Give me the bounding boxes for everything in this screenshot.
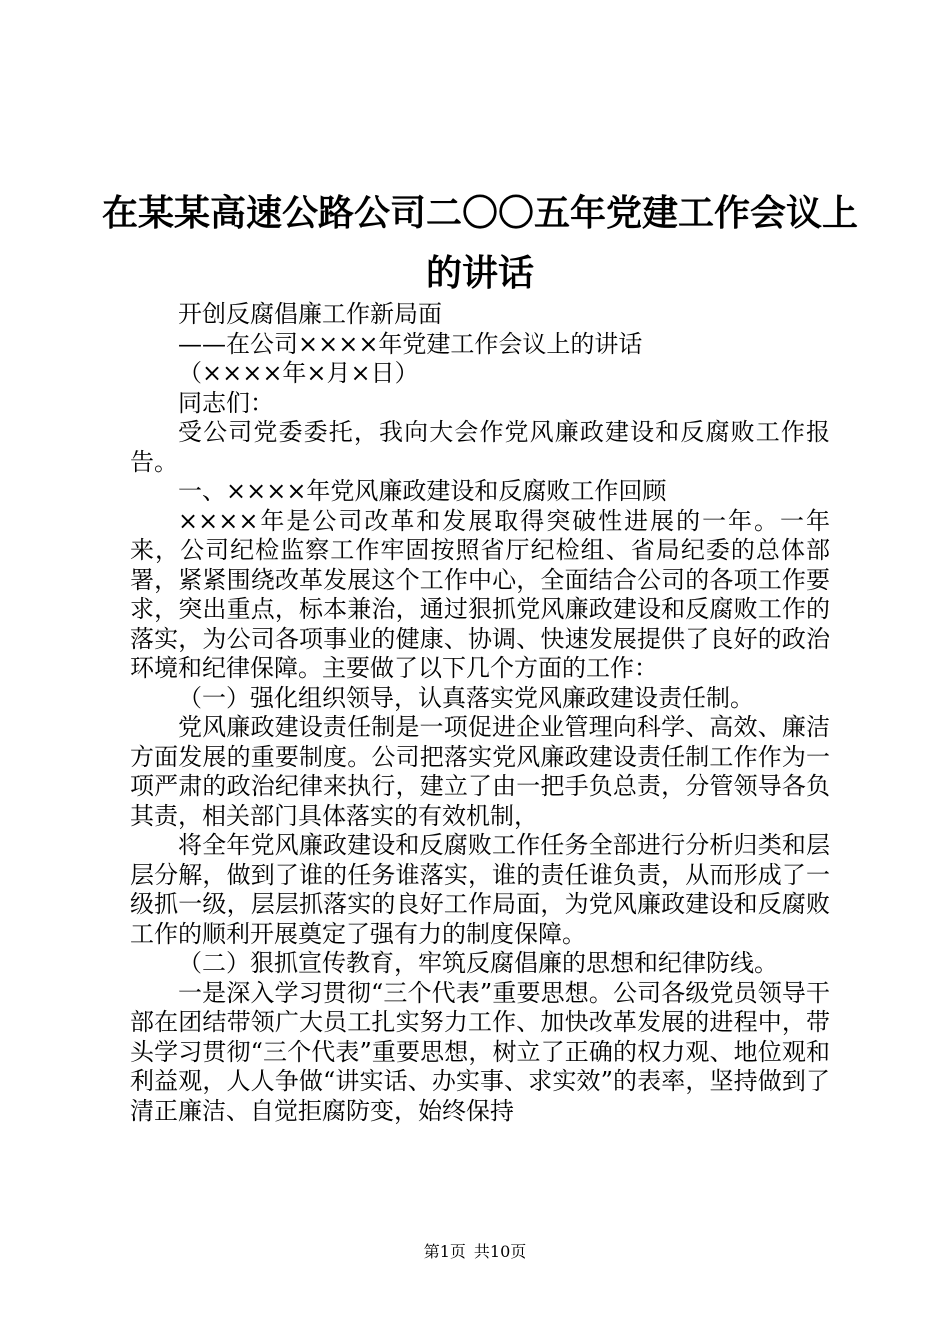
document-body — [130, 300, 830, 1126]
date-line: （××××年×月×日） — [178, 359, 419, 387]
body-paragraph: 将全年党风廉政建设和反腐败工作任务全部进行分析归类和层层分解，做到了谁的任务谁落实，谁的责任谁负责，从而形成了一级抓一级，层层抓落实的良好工作局面，为党风廉政建设和反腐败工作的顺利开展奠定了强有力的制度保障。 — [130, 831, 830, 948]
body-paragraph: ××××年是公司改革和发展取得突破性进展的一年。一年来，公司纪检监察工作牢固按照省厅纪检组、省局纪委的总体部署，紧紧围绕改革发展这个工作中心，全面结合公司的各项工作要求，突出重点，标本兼治，通过狠抓党风廉政建设和反腐败工作的落实，为公司各项事业的健康、协调、快速发展提供了良好的政治环境和纪律保障。主要做了以下几个方面的工作： — [130, 506, 830, 682]
page-total: 共10页 — [473, 1242, 527, 1261]
page-footer — [0, 1242, 950, 1262]
page-number: 第1页 — [423, 1242, 466, 1261]
subsection-heading: （二）狠抓宣传教育，牢筑反腐倡廉的思想和纪律防线。 — [178, 949, 778, 977]
document-title: 在某某高速公路公司二〇〇五年党建工作会议上的讲话 — [101, 192, 858, 294]
subsection-heading: （一）强化组织领导，认真落实党风廉政建设责任制。 — [178, 683, 754, 712]
subtitle-heading: 开创反腐倡廉工作新局面 — [178, 300, 442, 328]
salutation: 同志们： — [178, 388, 274, 417]
section-heading: 一、××××年党风廉政建设和反腐败工作回顾 — [178, 477, 667, 505]
subtitle-line: ——在公司××××年党建工作会议上的讲话 — [178, 329, 643, 358]
body-paragraph: 党风廉政建设责任制是一项促进企业管理向科学、高效、廉洁方面发展的重要制度。公司把落实党风廉政建设责任制工作作为一项严肃的政治纪律来执行，建立了由一把手负总责，分管领导各负其责，相关部门具体落实的有效机制， — [130, 713, 830, 830]
body-paragraph: 一是深入学习贯彻“三个代表”重要思想。公司各级党员领导干部在团结带领广大员工扎实努力工作、加快改革发展的进程中，带头学习贯彻“三个代表”重要思想，树立了正确的权力观、地位观和利益观，人人争做“讲实话、办实事、求实效”的表率，坚持做到了清正廉洁、自觉拒腐防变，始终保持 — [130, 978, 830, 1125]
body-paragraph: 受公司党委委托，我向大会作党风廉政建设和反腐败工作报告。 — [130, 418, 830, 476]
